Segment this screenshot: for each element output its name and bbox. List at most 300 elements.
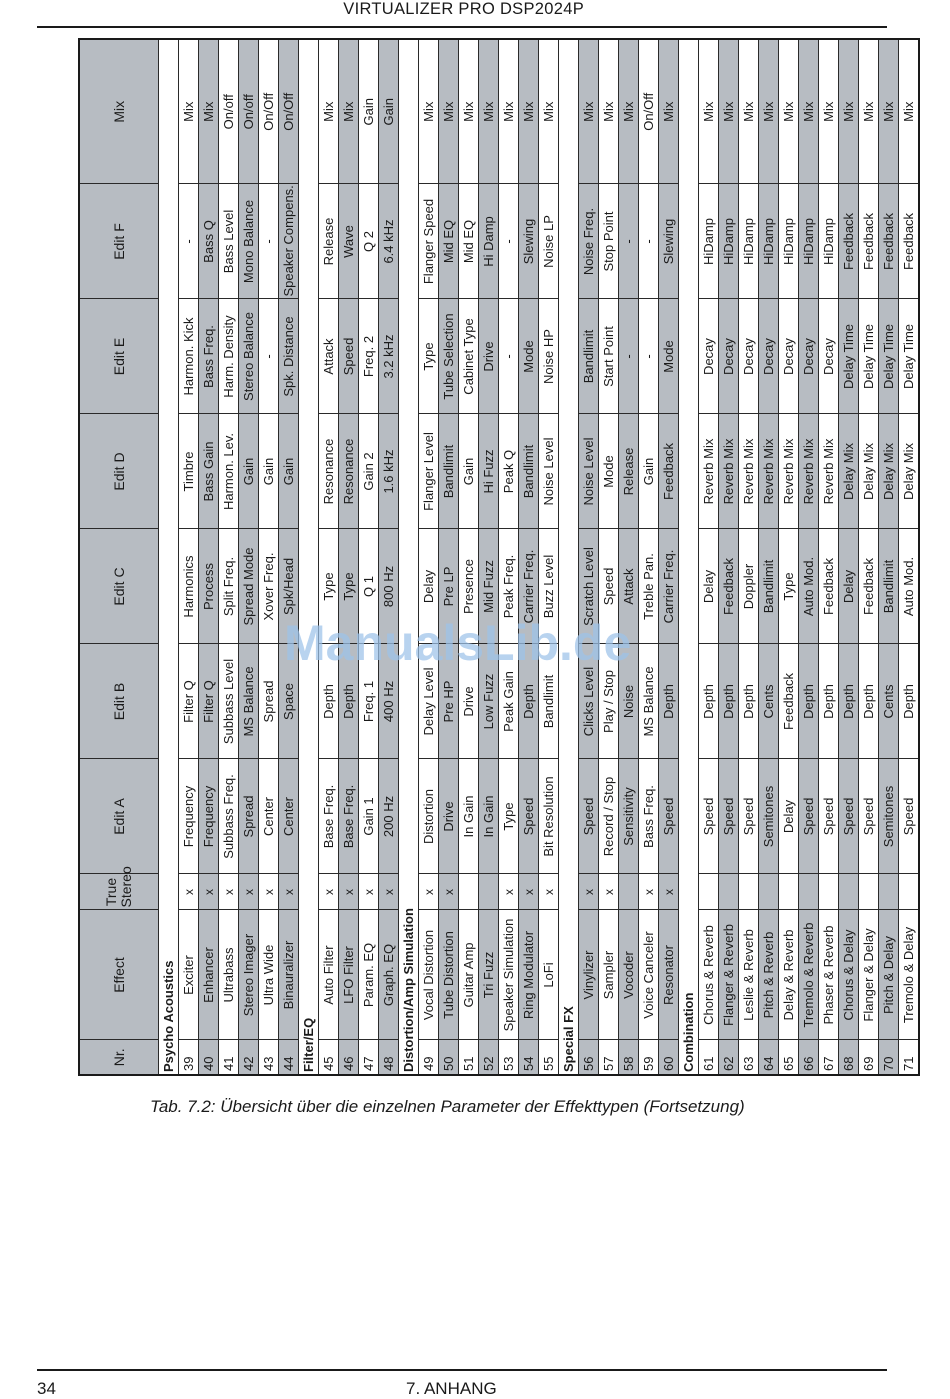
edit-c-value: Pre LP — [439, 529, 459, 644]
edit-c-value: Type — [779, 529, 799, 644]
row-number: 42 — [239, 1040, 259, 1075]
edit-c-value: Peak Freq. — [499, 529, 519, 644]
edit-c-value: 800 Hz — [379, 529, 399, 644]
edit-d-value: Gain — [239, 414, 259, 529]
mix-value: Mix — [499, 39, 519, 184]
mix-value: Mix — [539, 39, 559, 184]
edit-f-value: Stop Point — [599, 184, 619, 299]
effect-name: Vinylizer — [579, 910, 599, 1040]
row-number: 59 — [639, 1040, 659, 1075]
edit-c-value: Bandlimit — [879, 529, 899, 644]
edit-d-value: Reverb Mix — [779, 414, 799, 529]
row-number: 63 — [739, 1040, 759, 1075]
edit-e-value: Speed — [339, 299, 359, 414]
mix-value: Mix — [719, 39, 739, 184]
edit-b-value: Filter Q — [199, 644, 219, 759]
edit-c-value: Type — [339, 529, 359, 644]
col-edit-e-header: Edit E — [79, 299, 159, 414]
mix-value: Mix — [779, 39, 799, 184]
table-row — [839, 39, 859, 1075]
edit-b-value: Low Fuzz — [479, 644, 499, 759]
col-true-stereo-header: True Stereo — [79, 874, 159, 910]
edit-a-value: Base Freq. — [319, 759, 339, 874]
row-number: 55 — [539, 1040, 559, 1075]
edit-b-value: Bandlimit — [539, 644, 559, 759]
table-row — [499, 39, 519, 1075]
section-header-row — [159, 39, 179, 1075]
edit-d-value: Resonance — [339, 414, 359, 529]
edit-f-value: Release — [319, 184, 339, 299]
row-number: 67 — [819, 1040, 839, 1075]
effect-name: Vocal Distortion — [419, 910, 439, 1040]
edit-f-value: Mid EQ — [459, 184, 479, 299]
table-row — [439, 39, 459, 1075]
edit-f-value: Slewing — [659, 184, 679, 299]
edit-b-value: Depth — [859, 644, 879, 759]
table-row — [459, 39, 479, 1075]
edit-d-value: Gain — [259, 414, 279, 529]
effect-name: Resonator — [659, 910, 679, 1040]
edit-d-value: Resonance — [319, 414, 339, 529]
edit-e-value: Stereo Balance — [239, 299, 259, 414]
row-number: 43 — [259, 1040, 279, 1075]
col-edit-a-header: Edit A — [79, 759, 159, 874]
mix-value: Mix — [619, 39, 639, 184]
row-number: 69 — [859, 1040, 879, 1075]
col-edit-c-header: Edit C — [79, 529, 159, 644]
edit-b-value: Cents — [879, 644, 899, 759]
edit-a-value: In Gain — [459, 759, 479, 874]
effect-name: Ultrabass — [219, 910, 239, 1040]
edit-d-value: Gain — [459, 414, 479, 529]
true-stereo-mark — [619, 874, 639, 910]
row-number: 40 — [199, 1040, 219, 1075]
true-stereo-mark: x — [199, 874, 219, 910]
row-number: 58 — [619, 1040, 639, 1075]
true-stereo-mark: x — [359, 874, 379, 910]
true-stereo-mark — [799, 874, 819, 910]
edit-e-value: Start Point — [599, 299, 619, 414]
mix-value: On/off — [219, 39, 239, 184]
row-number: 45 — [319, 1040, 339, 1075]
edit-f-value: HiDamp — [759, 184, 779, 299]
mix-value: Mix — [579, 39, 599, 184]
table-row — [339, 39, 359, 1075]
edit-d-value: Reverb Mix — [719, 414, 739, 529]
edit-a-value: Center — [279, 759, 299, 874]
edit-c-value: Speed — [599, 529, 619, 644]
edit-f-value: Speaker Compens. — [279, 184, 299, 299]
table-body — [159, 39, 920, 1075]
table-row — [199, 39, 219, 1075]
edit-d-value: Delay Mix — [879, 414, 899, 529]
edit-e-value: Delay Time — [879, 299, 899, 414]
row-number: 52 — [479, 1040, 499, 1075]
edit-b-value: Drive — [459, 644, 479, 759]
edit-d-value: Hi Fuzz — [479, 414, 499, 529]
true-stereo-mark — [859, 874, 879, 910]
edit-a-value: In Gain — [479, 759, 499, 874]
effect-name: Pitch & Reverb — [759, 910, 779, 1040]
edit-b-value: MS Balance — [639, 644, 659, 759]
edit-c-value: Mid Fuzz — [479, 529, 499, 644]
edit-f-value: Bass Q — [199, 184, 219, 299]
edit-e-value: Drive — [479, 299, 499, 414]
table-row — [379, 39, 399, 1075]
edit-b-value: Peak Gain — [499, 644, 519, 759]
edit-b-value: MS Balance — [239, 644, 259, 759]
mix-value: Mix — [199, 39, 219, 184]
edit-c-value: Doppler — [739, 529, 759, 644]
edit-a-value: Drive — [439, 759, 459, 874]
effect-name: Param. EQ — [359, 910, 379, 1040]
table-row — [219, 39, 239, 1075]
true-stereo-mark — [779, 874, 799, 910]
edit-f-value: Mid EQ — [439, 184, 459, 299]
edit-d-value: Noise Level — [539, 414, 559, 529]
true-stereo-mark — [719, 874, 739, 910]
edit-d-value: Bandlimit — [519, 414, 539, 529]
edit-a-value: Frequency — [179, 759, 199, 874]
mix-value: Mix — [339, 39, 359, 184]
true-stereo-mark — [839, 874, 859, 910]
section-title: Psycho Acoustics — [159, 39, 179, 1075]
edit-a-value: Speed — [859, 759, 879, 874]
edit-d-value: Noise Level — [579, 414, 599, 529]
edit-f-value: Feedback — [879, 184, 899, 299]
edit-b-value: Spread — [259, 644, 279, 759]
edit-e-value: - — [639, 299, 659, 414]
edit-e-value: Mode — [659, 299, 679, 414]
edit-f-value: HiDamp — [739, 184, 759, 299]
effect-name: Flanger & Delay — [859, 910, 879, 1040]
effect-name: Ultra Wide — [259, 910, 279, 1040]
edit-b-value: Depth — [699, 644, 719, 759]
edit-e-value: Attack — [319, 299, 339, 414]
edit-c-value: Treble Pan. — [639, 529, 659, 644]
section-title: Filter/EQ — [299, 39, 319, 1075]
edit-a-value: Type — [499, 759, 519, 874]
parameter-table-container — [78, 40, 916, 1077]
edit-c-value: Feedback — [819, 529, 839, 644]
section-title: Special FX — [559, 39, 579, 1075]
section-header-row — [299, 39, 319, 1075]
edit-d-value: 1.6 kHz — [379, 414, 399, 529]
true-stereo-mark: x — [539, 874, 559, 910]
edit-b-value: Clicks Level — [579, 644, 599, 759]
true-stereo-mark: x — [499, 874, 519, 910]
mix-value: Mix — [699, 39, 719, 184]
edit-a-value: Distortion — [419, 759, 439, 874]
row-number: 46 — [339, 1040, 359, 1075]
mix-value: Mix — [599, 39, 619, 184]
mix-value: Mix — [859, 39, 879, 184]
edit-d-value: Delay Mix — [899, 414, 920, 529]
edit-b-value: Pre HP — [439, 644, 459, 759]
edit-c-value: Auto Mod. — [799, 529, 819, 644]
table-row — [359, 39, 379, 1075]
table-row — [739, 39, 759, 1075]
edit-c-value: Attack — [619, 529, 639, 644]
effect-name: Speaker Simulation — [499, 910, 519, 1040]
edit-d-value: Peak Q — [499, 414, 519, 529]
edit-c-value: Spk/Head — [279, 529, 299, 644]
edit-a-value: Subbass Freq. — [219, 759, 239, 874]
edit-e-value: Bandlimit — [579, 299, 599, 414]
edit-c-value: Harmonics — [179, 529, 199, 644]
table-row — [619, 39, 639, 1075]
edit-b-value: Filter Q — [179, 644, 199, 759]
edit-d-value: Mode — [599, 414, 619, 529]
true-stereo-mark: x — [239, 874, 259, 910]
edit-c-value: Delay — [839, 529, 859, 644]
edit-a-value: Speed — [839, 759, 859, 874]
edit-d-value: Flanger Level — [419, 414, 439, 529]
effect-name: Exciter — [179, 910, 199, 1040]
edit-e-value: Type — [419, 299, 439, 414]
table-row — [419, 39, 439, 1075]
edit-f-value: Mono Balance — [239, 184, 259, 299]
edit-b-value: Depth — [719, 644, 739, 759]
effect-name: Ring Modulator — [519, 910, 539, 1040]
row-number: 66 — [799, 1040, 819, 1075]
edit-f-value: Noise LP — [539, 184, 559, 299]
table-header-row — [79, 39, 159, 1075]
edit-f-value: Feedback — [859, 184, 879, 299]
edit-e-value: Freq. 2 — [359, 299, 379, 414]
edit-a-value: Speed — [579, 759, 599, 874]
mix-value: On/Off — [639, 39, 659, 184]
col-edit-f-header: Edit F — [79, 184, 159, 299]
edit-b-value: Depth — [739, 644, 759, 759]
mix-value: Mix — [839, 39, 859, 184]
mix-value: On/Off — [259, 39, 279, 184]
edit-c-value: Type — [319, 529, 339, 644]
edit-e-value: Noise HP — [539, 299, 559, 414]
edit-c-value: Spread Mode — [239, 529, 259, 644]
row-number: 65 — [779, 1040, 799, 1075]
mix-value: On/Off — [279, 39, 299, 184]
table-row — [259, 39, 279, 1075]
mix-value: Mix — [419, 39, 439, 184]
edit-f-value: HiDamp — [799, 184, 819, 299]
true-stereo-mark — [759, 874, 779, 910]
edit-a-value: Speed — [659, 759, 679, 874]
edit-a-value: Semitones — [879, 759, 899, 874]
row-number: 54 — [519, 1040, 539, 1075]
edit-e-value: Decay — [739, 299, 759, 414]
true-stereo-mark: x — [579, 874, 599, 910]
true-stereo-mark — [739, 874, 759, 910]
table-row — [479, 39, 499, 1075]
table-row — [639, 39, 659, 1075]
footer-rule — [37, 1369, 887, 1371]
table-row — [859, 39, 879, 1075]
edit-c-value: Buzz Level — [539, 529, 559, 644]
mix-value: On/off — [239, 39, 259, 184]
effect-name: LoFi — [539, 910, 559, 1040]
table-row — [319, 39, 339, 1075]
edit-e-value: Decay — [799, 299, 819, 414]
edit-b-value: Subbass Level — [219, 644, 239, 759]
edit-f-value: - — [179, 184, 199, 299]
row-number: 70 — [879, 1040, 899, 1075]
edit-a-value: Speed — [799, 759, 819, 874]
table-row — [239, 39, 259, 1075]
edit-b-value: Space — [279, 644, 299, 759]
mix-value: Mix — [799, 39, 819, 184]
edit-c-value: Carrier Freq. — [519, 529, 539, 644]
table-row — [699, 39, 719, 1075]
true-stereo-mark: x — [599, 874, 619, 910]
effect-name: Voice Canceler — [639, 910, 659, 1040]
edit-f-value: 6.4 kHz — [379, 184, 399, 299]
edit-d-value: Gain — [639, 414, 659, 529]
watermark: ManualsLib.de — [284, 615, 632, 671]
true-stereo-mark: x — [419, 874, 439, 910]
edit-c-value: Q 1 — [359, 529, 379, 644]
edit-c-value: Feedback — [859, 529, 879, 644]
edit-f-value: HiDamp — [819, 184, 839, 299]
true-stereo-mark: x — [519, 874, 539, 910]
effect-name: Chorus & Reverb — [699, 910, 719, 1040]
row-number: 49 — [419, 1040, 439, 1075]
edit-c-value: Presence — [459, 529, 479, 644]
mix-value: Mix — [519, 39, 539, 184]
edit-b-value: Depth — [339, 644, 359, 759]
effect-name: Chorus & Delay — [839, 910, 859, 1040]
edit-e-value: Bass Freq. — [199, 299, 219, 414]
edit-a-value: Speed — [739, 759, 759, 874]
effect-parameter-table — [78, 38, 920, 1076]
row-number: 61 — [699, 1040, 719, 1075]
mix-value: Mix — [899, 39, 920, 184]
effect-name: Flanger & Reverb — [719, 910, 739, 1040]
edit-e-value: Decay — [699, 299, 719, 414]
effect-name: Pitch & Delay — [879, 910, 899, 1040]
edit-e-value: Harm. Density — [219, 299, 239, 414]
edit-f-value: Feedback — [899, 184, 920, 299]
true-stereo-mark — [459, 874, 479, 910]
edit-a-value: Gain 1 — [359, 759, 379, 874]
edit-d-value: Gain — [279, 414, 299, 529]
effect-name: Phaser & Reverb — [819, 910, 839, 1040]
true-stereo-mark: x — [379, 874, 399, 910]
edit-b-value: Depth — [839, 644, 859, 759]
mix-value: Mix — [319, 39, 339, 184]
edit-d-value: Delay Mix — [839, 414, 859, 529]
edit-b-value: Freq. 1 — [359, 644, 379, 759]
edit-a-value: Bass Freq. — [639, 759, 659, 874]
effect-name: Graph. EQ — [379, 910, 399, 1040]
true-stereo-mark — [479, 874, 499, 910]
edit-f-value: Bass Level — [219, 184, 239, 299]
effect-name: Stereo Imager — [239, 910, 259, 1040]
true-stereo-mark — [699, 874, 719, 910]
edit-a-value: Sensitivity — [619, 759, 639, 874]
edit-b-value: Cents — [759, 644, 779, 759]
edit-a-value: Speed — [819, 759, 839, 874]
true-stereo-mark: x — [439, 874, 459, 910]
chapter-label: 7. ANHANG — [406, 1379, 497, 1398]
effect-name: Vocoder — [619, 910, 639, 1040]
page-number: 34 — [37, 1379, 56, 1398]
edit-f-value: Slewing — [519, 184, 539, 299]
col-nr-header: Nr. — [79, 1040, 159, 1075]
edit-f-value: Q 2 — [359, 184, 379, 299]
effect-name: Guitar Amp — [459, 910, 479, 1040]
true-stereo-mark: x — [219, 874, 239, 910]
edit-e-value: Delay Time — [859, 299, 879, 414]
edit-d-value: Feedback — [659, 414, 679, 529]
header-rule — [37, 26, 887, 28]
edit-f-value: Flanger Speed — [419, 184, 439, 299]
row-number: 39 — [179, 1040, 199, 1075]
edit-d-value: Reverb Mix — [799, 414, 819, 529]
edit-c-value: Feedback — [719, 529, 739, 644]
row-number: 44 — [279, 1040, 299, 1075]
effect-name: Leslie & Reverb — [739, 910, 759, 1040]
true-stereo-mark: x — [179, 874, 199, 910]
true-stereo-mark — [819, 874, 839, 910]
col-mix-header: Mix — [79, 39, 159, 184]
edit-f-value: HiDamp — [719, 184, 739, 299]
col-edit-b-header: Edit B — [79, 644, 159, 759]
col-edit-d-header: Edit D — [79, 414, 159, 529]
edit-d-value: Reverb Mix — [699, 414, 719, 529]
edit-d-value: Timbre — [179, 414, 199, 529]
table-row — [599, 39, 619, 1075]
table-row — [799, 39, 819, 1075]
row-number: 53 — [499, 1040, 519, 1075]
section-header-row — [399, 39, 419, 1075]
edit-e-value: Decay — [779, 299, 799, 414]
edit-c-value: Carrier Freq. — [659, 529, 679, 644]
edit-e-value: - — [259, 299, 279, 414]
row-number: 68 — [839, 1040, 859, 1075]
edit-d-value: Reverb Mix — [739, 414, 759, 529]
edit-c-value: Bandlimit — [759, 529, 779, 644]
edit-f-value: Noise Freq. — [579, 184, 599, 299]
mix-value: Mix — [479, 39, 499, 184]
edit-c-value: Process — [199, 529, 219, 644]
edit-c-value: Scratch Level — [579, 529, 599, 644]
edit-a-value: 200 Hz — [379, 759, 399, 874]
table-row — [779, 39, 799, 1075]
true-stereo-mark — [879, 874, 899, 910]
edit-e-value: Delay Time — [899, 299, 920, 414]
edit-d-value: Gain 2 — [359, 414, 379, 529]
effect-name: LFO Filter — [339, 910, 359, 1040]
true-stereo-mark: x — [279, 874, 299, 910]
edit-f-value: - — [619, 184, 639, 299]
table-row — [719, 39, 739, 1075]
section-title: Distortion/Amp Simulation — [399, 39, 419, 1075]
edit-a-value: Base Freq. — [339, 759, 359, 874]
edit-e-value: Decay — [759, 299, 779, 414]
edit-a-value: Speed — [519, 759, 539, 874]
edit-f-value: Feedback — [839, 184, 859, 299]
edit-b-value: Delay Level — [419, 644, 439, 759]
edit-e-value: Cabinet Type — [459, 299, 479, 414]
edit-f-value: - — [259, 184, 279, 299]
effect-name: Tremolo & Delay — [899, 910, 920, 1040]
row-number: 62 — [719, 1040, 739, 1075]
mix-value: Mix — [819, 39, 839, 184]
table-row — [819, 39, 839, 1075]
row-number: 48 — [379, 1040, 399, 1075]
edit-b-value: Depth — [659, 644, 679, 759]
